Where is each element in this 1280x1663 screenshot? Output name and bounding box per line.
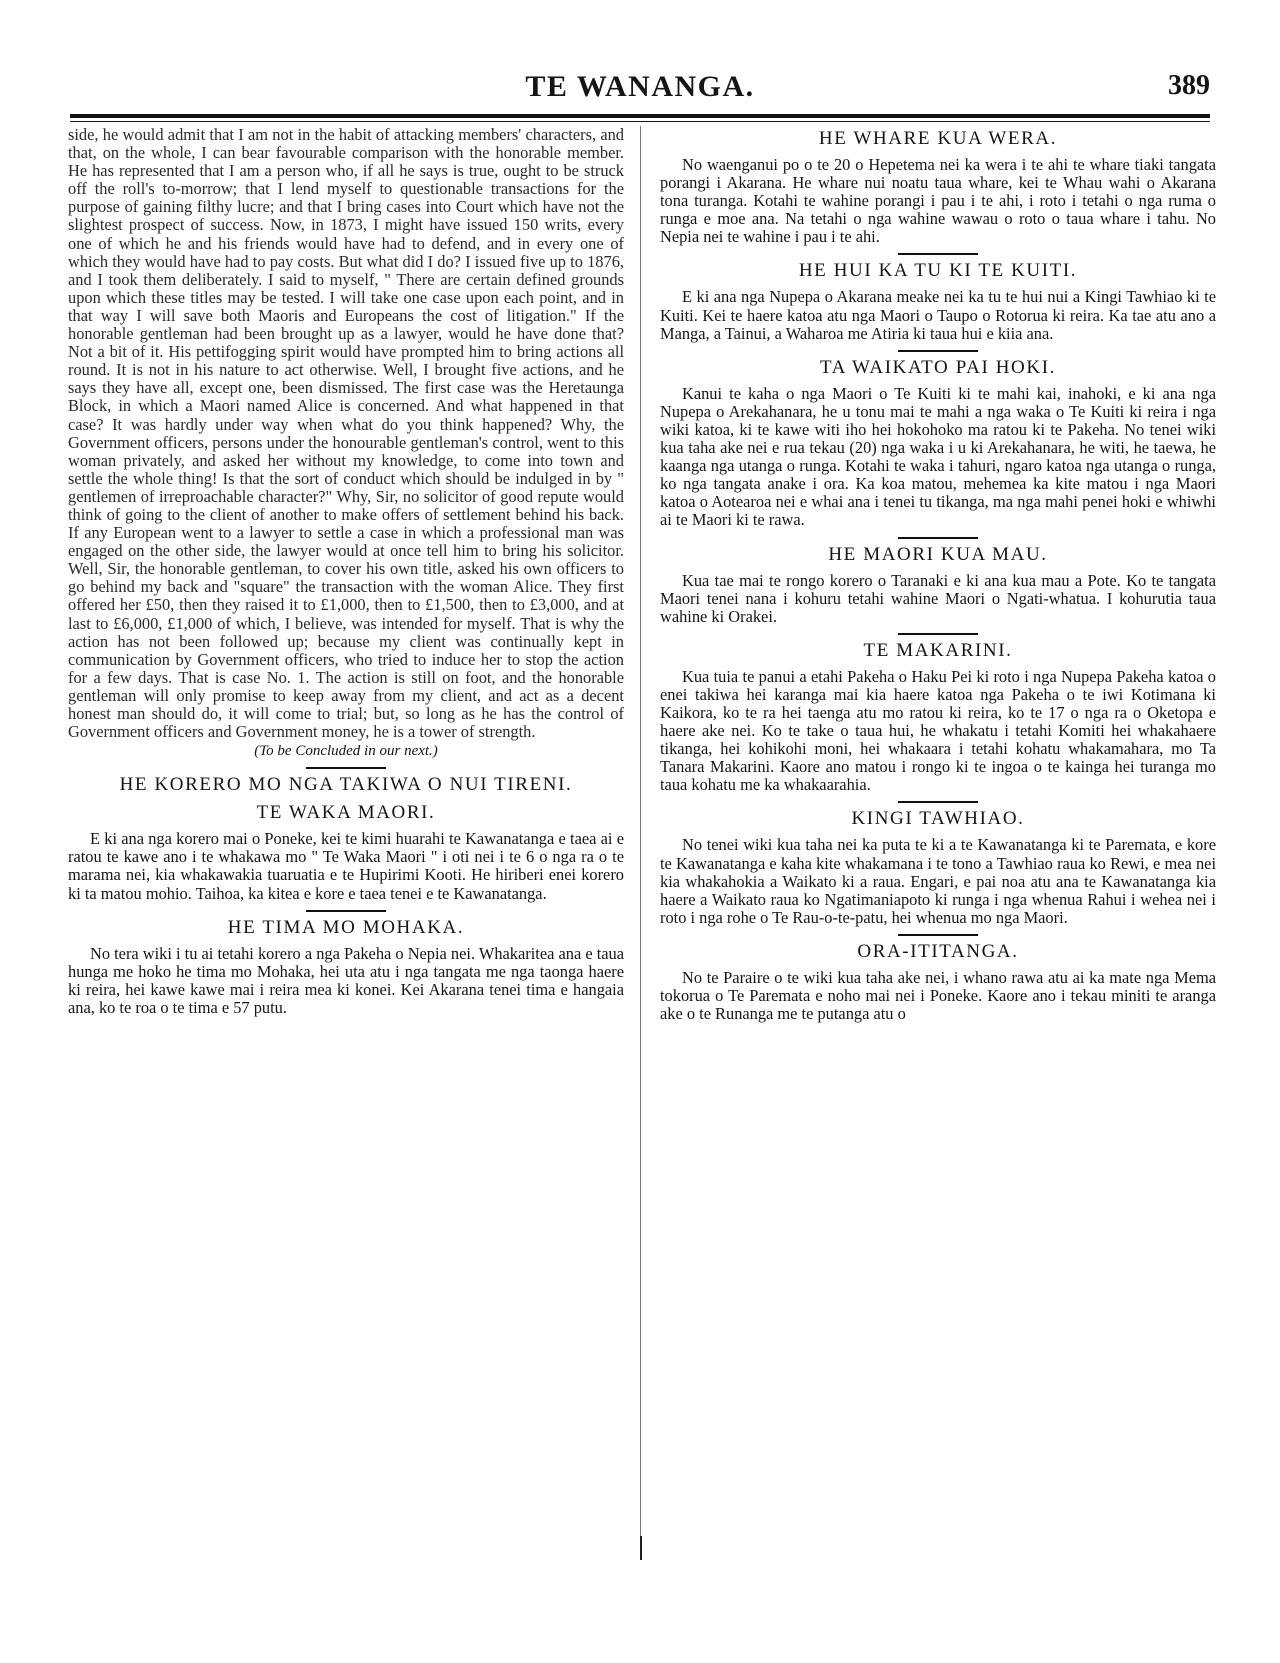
article-body-waka-maori: E ki ana nga korero mai o Poneke, kei te kimi huarahi te Kawanatanga e taea ai e ratou te kawe ano i te whakawa mo " Te Waka Maori " i oti nei i te 6 o nga ra o te marama nei, kia whakawakia tuaruatia e te Hupirimi Kooti. He hiriberi enei korero ki ta matou mohio. Taihoa, ka kitea e kore e taea tenei e te Kawanatanga.	[68, 829, 624, 903]
right-column	[660, 126, 1216, 1023]
article-body-maori-kua-mau: Kua tae mai te rongo korero o Taranaki e ki ana kua mau a Pote. Ko te tangata Maori tenei nana i kohuru tetahi wahine Maori o Ngati-whatua. I kohurutia taua wahine ki Orakei.	[660, 570, 1216, 626]
article-body-waikato-pai-hoki: Kanui te kaha o nga Maori o Te Kuiti ki te mahi kai, inahoki, e ki ana nga Nupepa o Arekahanara, he u tonu mai te mahi a nga waka o Te Kuiti ki reira i nga wiki katoa, ki te kawe witi iho hei hokohoko ma ratou ki te Pakeha. No tenei wiki kua taha ake nei e rua tekau (20) nga waka i u ki Arekahanara, he witi, he taewa, he kaanga nga utanga o runga. Kotahi te waka i tahuri, ngaro katoa nga utanga o runga, ko nga tangata anake i ora. Ka koa matou, mehemea ka kite matou i nga Maori katoa o Aotearoa nei e whai ana i tenei tu tikanga, ma nga mahi penei hoki e whiwhi ai te Maori ki te rawa.	[660, 383, 1216, 530]
left-column	[68, 126, 624, 1017]
article-body-kingi-tawhiao: No tenei wiki kua taha nei ka puta te ki a te Kawanatanga ki te Paremata, e kore te Kawanatanga e kaha kite whakamana i te tono a Tawhiao raua ko Rewi, e mea nei kia whakahokia a Waikato ki a raua. Engari, e pai noa atu ana te Kawanatanga kia haere a Waikato raua ko Ngatimaniapoto ki runga i nga whenua Rahui i wehea nei i roto i nga rohe o Te Rau-o-te-patu, hei whenua mo nga Maori.	[660, 835, 1216, 927]
article-separator	[898, 350, 978, 352]
section-heading-takiwa: HE KORERO MO NGA TAKIWA O NUI TIRENI.	[119, 774, 573, 796]
article-title-makarini: TE MAKARINI.	[863, 639, 1013, 661]
newspaper-title: TE WANANGA.	[525, 70, 755, 103]
section-separator	[306, 767, 386, 769]
article-title-kingi-tawhiao: KINGI TAWHIAO.	[851, 808, 1025, 830]
concluded-note: (To be Concluded in our next.)	[254, 743, 438, 760]
article-separator	[306, 910, 386, 912]
article-title-whare-kua-wera: HE WHARE KUA WERA.	[818, 128, 1058, 149]
article-separator	[898, 801, 978, 803]
article-body-ora-ititanga: No te Paraire o te wiki kua taha ake nei, i whano rawa atu ai ka mate nga Mema tokorua o Te Paremata e noho mai nei i Poneke. Kaore ano i tekau miniti te aranga ake o te Runanga me te putanga atu o	[660, 967, 1216, 1024]
article-body-hui-kuiti: E ki ana nga Nupepa o Akarana meake nei ka tu te hui nui a Kingi Tawhiao ki te Kuiti. Kei te haere katoa atu nga Maori o Taupo o Rotorua ki reira. Ka tae atu ano a Manga, a Tainui, a Waharoa me Atiria ki taua hui e kiia ana.	[660, 287, 1216, 343]
article-title-ora-ititanga: ORA-ITITANGA.	[857, 940, 1019, 962]
article-body-whare-kua-wera: No waenganui po o te 20 o Hepetema nei ka wera i te ahi te whare tiaki tangata porangi i Akarana. He whare nui noatu taua whare, kei te Whau wahi o Akarana tona turanga. Kotahi te wahine porangi i pau i te ahi, i roto i tetahi o nga ruma o runga e moe ana. Na tetahi o nga wahine wawau o roto o taua whare i tahu. No Nepia nei te wahine i pau i te ahi.	[660, 155, 1216, 247]
article-separator	[898, 633, 978, 635]
article-separator	[898, 934, 978, 936]
article-body-makarini: Kua tuia te panui a etahi Pakeha o Haku Pei ki roto i nga Nupepa Pakeha katoa o enei takiwa hei karanga mai kia haere katoa nga Pakeha o te iwi Kotimana ki Kaikora, ko te ra hei taenga atu mo ratou ki reira, ko te 17 o nga ra o Oketopa e haere ake nei. Ko te take o taua hui, he whakatu i tetahi Komiti hei whakahaere tikanga, hei kohikohi moni, hei whakaara i tetahi kohatu whakamahara, mo Ta Tanara Makarini. Kaore ano matou i rongo ki te ingoa o te kainga hei turanga mo taua kohatu me ka whakaarahia.	[660, 666, 1216, 795]
column-divider	[640, 126, 641, 1536]
page-number: 389	[1168, 70, 1210, 101]
header-rule-thick	[70, 114, 1210, 118]
article-title-waikato-pai-hoki: TA WAIKATO PAI HOKI.	[820, 356, 1056, 378]
header-rule-thin	[70, 121, 1210, 122]
article-separator	[898, 253, 978, 255]
article-title-tima-mohaka: HE TIMA MO MOHAKA.	[227, 916, 465, 938]
article-body-tima-mohaka: No tera wiki i tu ai tetahi korero a nga Pakeha o Nepia nei. Whakaritea ana e taua hunga me hoko he tima mo Mohaka, hei uta atu i nga tangata me nga taonga haere ki reira, hei kawe kawe mai i reira mea ki konei. Kei Akarana tenei tima e hangaia ana, ko te roa o te tima e 57 putu.	[68, 943, 624, 1017]
column-divider-tail	[640, 1536, 642, 1560]
article-title-waka-maori: TE WAKA MAORI.	[256, 802, 436, 824]
masthead	[70, 70, 1210, 110]
article-title-maori-kua-mau: HE MAORI KUA MAU.	[828, 543, 1048, 565]
article-separator	[898, 537, 978, 539]
continued-article-text: side, he would admit that I am not in the habit of attacking members' characters, and that, on the whole, I can bear favourable comparison with the honorable member. He has represented that I am a person who, if all he says is true, ought to be struck off the roll's to-morrow; that I lend myself to questionable transactions for the purpose of gaining filthy lucre; and that I bring cases into Court which have not the slightest prospect of success. Now, in 1873, I might have issued 150 writs, every one of which he and his friends would have had to defend, and in every one of which they would have had to pay costs. But what did I do? I issued five up to 1876, and I took them deliberately. I said to myself, " There are certain defined grounds upon which these titles may be tested. I will take one case upon each point, and in that way I will save both Maoris and Europeans the cost of litigation." If the honorable gentleman had been brought up as a lawyer, would he have done that? Not a bit of it. His pettifogging spirit would have prompted him to bring actions all round. It is not in his nature to act otherwise. Well, I brought five actions, and he says they have all, except one, been dismissed. The first case was the Heretaunga Block, in which a Maori named Alice is concerned. And what happened in that case? It was hardly under way when what do you think happened? Why, the Government officers, persons under the honourable gentleman's control, went to this woman privately, and asked her without my knowledge, to come into town and settle the whole thing! Is that the sort of conduct which should be indulged in by " gentlemen of irreproachable character?" Why, Sir, no solicitor of good repute would think of going to the client of another to make offers of settlement behind his back. If any European went to a lawyer to settle a case in which a professional man was engaged on the other side, the lawyer would at once tell him to bring his solicitor. Well, Sir, the honorable gentleman, to cover his own title, asked his own officers to go behind my back and "square" the transaction with the woman Alice. They first offered her £50, then they raised it to £1,000, then to £1,500, then to £3,000, and at last to £6,000, £1,000 of which, I believe, was intended for myself. That is why the action has not been followed up; because my client was continually kept in communication by Government officers, who tried to induce her to stop the action for a few days. That is case No. 1. The action is still on foot, and the honorable gentleman will only promise to keep away from my client, and act as a decent honest man should do, it will come to trial; but, so long as he has the control of Government officers and Government money, he is a tower of strength.	[68, 125, 624, 742]
article-title-hui-kuiti: HE HUI KA TU KI TE KUITI.	[798, 260, 1078, 282]
